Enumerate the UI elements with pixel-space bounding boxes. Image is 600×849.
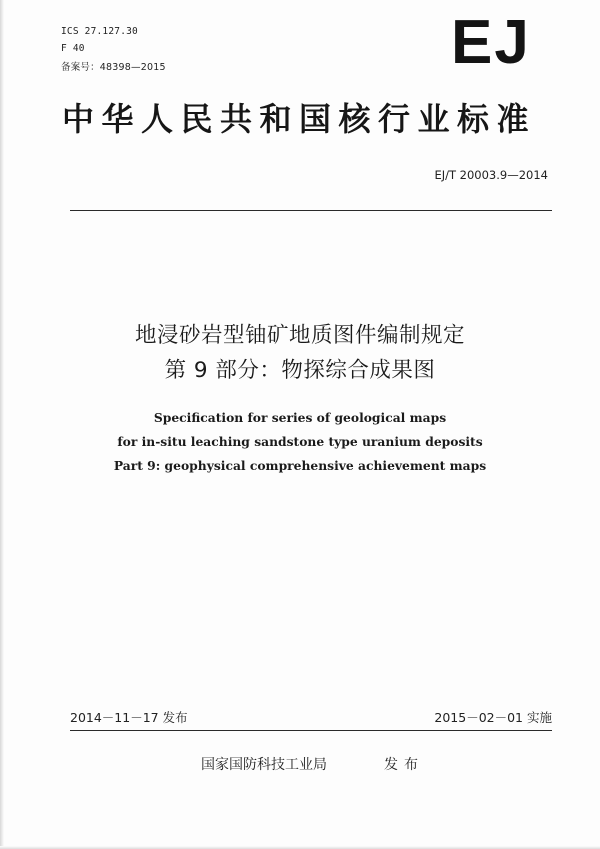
- record-number: 备案号：48398—2015: [61, 62, 166, 73]
- cn-title-line1: 地浸砂岩型铀矿地质图件编制规定: [134, 323, 465, 348]
- issue-date: 2014－11－17 发布: [70, 710, 188, 725]
- en-title-line3: Part 9: geophysical comprehensive achievement maps: [113, 458, 487, 473]
- ics-code: ICS 27.127.30: [61, 26, 138, 37]
- ej-logo: EJ: [451, 8, 531, 77]
- implementation-date: 2015－02－01 实施: [434, 710, 552, 725]
- en-title-line1: Specification for series of geological maps: [153, 410, 447, 425]
- footer-divider: [70, 730, 552, 731]
- cn-title-line2: 第 9 部分：物探综合成果图: [164, 358, 436, 383]
- en-title-line2: for in-situ leaching sandstone type uranium deposits: [117, 434, 483, 449]
- main-title: 中华人民共和国核行业标准: [62, 100, 537, 138]
- category-code: F 40: [61, 43, 85, 54]
- header-divider: [70, 210, 552, 211]
- issuer-name: 国家国防科技工业局: [201, 757, 327, 773]
- standard-number: EJ/T 20003.9—2014: [434, 168, 548, 182]
- issuer-action: 发布: [384, 757, 424, 773]
